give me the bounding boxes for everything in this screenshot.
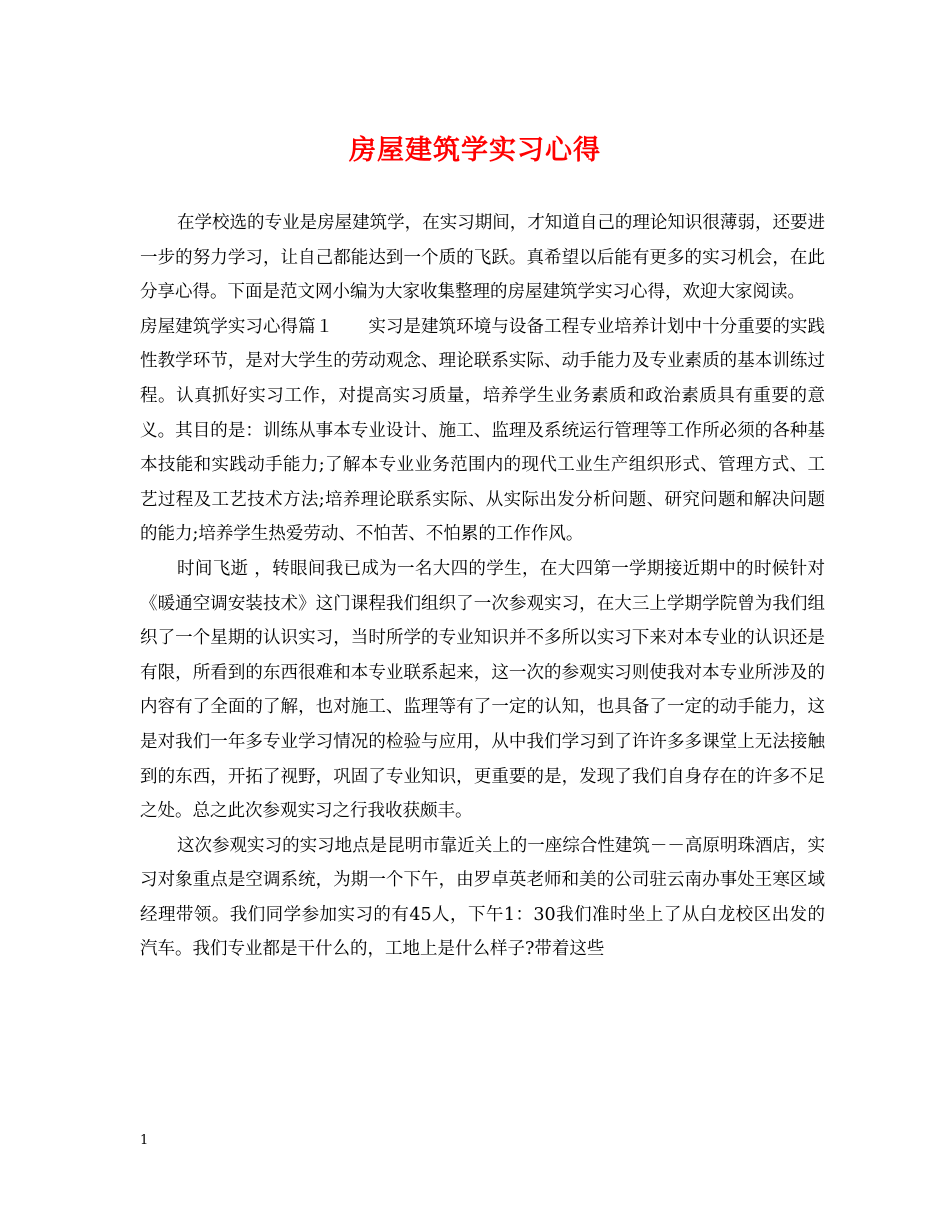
document-body [140,206,825,967]
page-number: 1 [140,1133,149,1148]
paragraph-site-visit: 这次参观实习的实习地点是昆明市靠近关上的一座综合性建筑－－高原明珠酒店，实习对象重点是空调系统，为期一个下午，由罗卓英老师和美的公司驻云南办事处王寒区域经理带领。我们同学参加实习的有45人，下午1：30我们准时坐上了从白龙校区出发的汽车。我们专业都是干什么的，工地上是什么样子?带着这些 [140,835,825,960]
paragraph-section-1: 房屋建筑学实习心得篇１ 实习是建筑环境与设备工程专业培养计划中十分重要的实践性教学环节，是对大学生的劳动观念、理论联系实际、动手能力及专业素质的基本训练过程。认真抓好实习工作，对提高实习质量，培养学生业务素质和政治素质具有重要的意义。其目的是：训练从事本专业设计、施工、监理及系统运行管理等工作所必须的各种基本技能和实践动手能力;了解本专业业务范围内的现代工业生产组织形式、管理方式、工艺过程及工艺技术方法;培养理论联系实际、从实际出发分析问题、研究问题和解决问题的能力;培养学生热爱劳动、不怕苦、不怕累的工作作风。 [140,316,825,545]
document-title: 房屋建筑学实习心得 [349,135,601,166]
paragraph-time-flies: 时间飞逝 ，转眼间我已成为一名大四的学生，在大四第一学期接近期中的时候针对《暖通空调安装技术》这门课程我们组织了一次参观实习，在大三上学期学院曾为我们组织了一个星期的认识实习，当时所学的专业知识并不多所以实习下来对本专业的认识还是有限，所看到的东西很难和本专业联系起来，这一次的参观实习则使我对本专业所涉及的内容有了全面的了解，也对施工、监理等有了一定的认知，也具备了一定的动手能力，这是对我们一年多专业学习情况的检验与应用，从中我们学习到了许许多多课堂上无法接触到的东西，开拓了视野，巩固了专业知识，更重要的是，发现了我们自身存在的许多不足之处。总之此次参观实习之行我收获颇丰。 [140,558,825,822]
paragraph-intro: 在学校选的专业是房屋建筑学，在实习期间，才知道自己的理论知识很薄弱，还要进一步的努力学习，让自己都能达到一个质的飞跃。真希望以后能有更多的实习机会，在此分享心得。下面是范文网小编为大家收集整理的房屋建筑学实习心得，欢迎大家阅读。 [140,213,825,303]
